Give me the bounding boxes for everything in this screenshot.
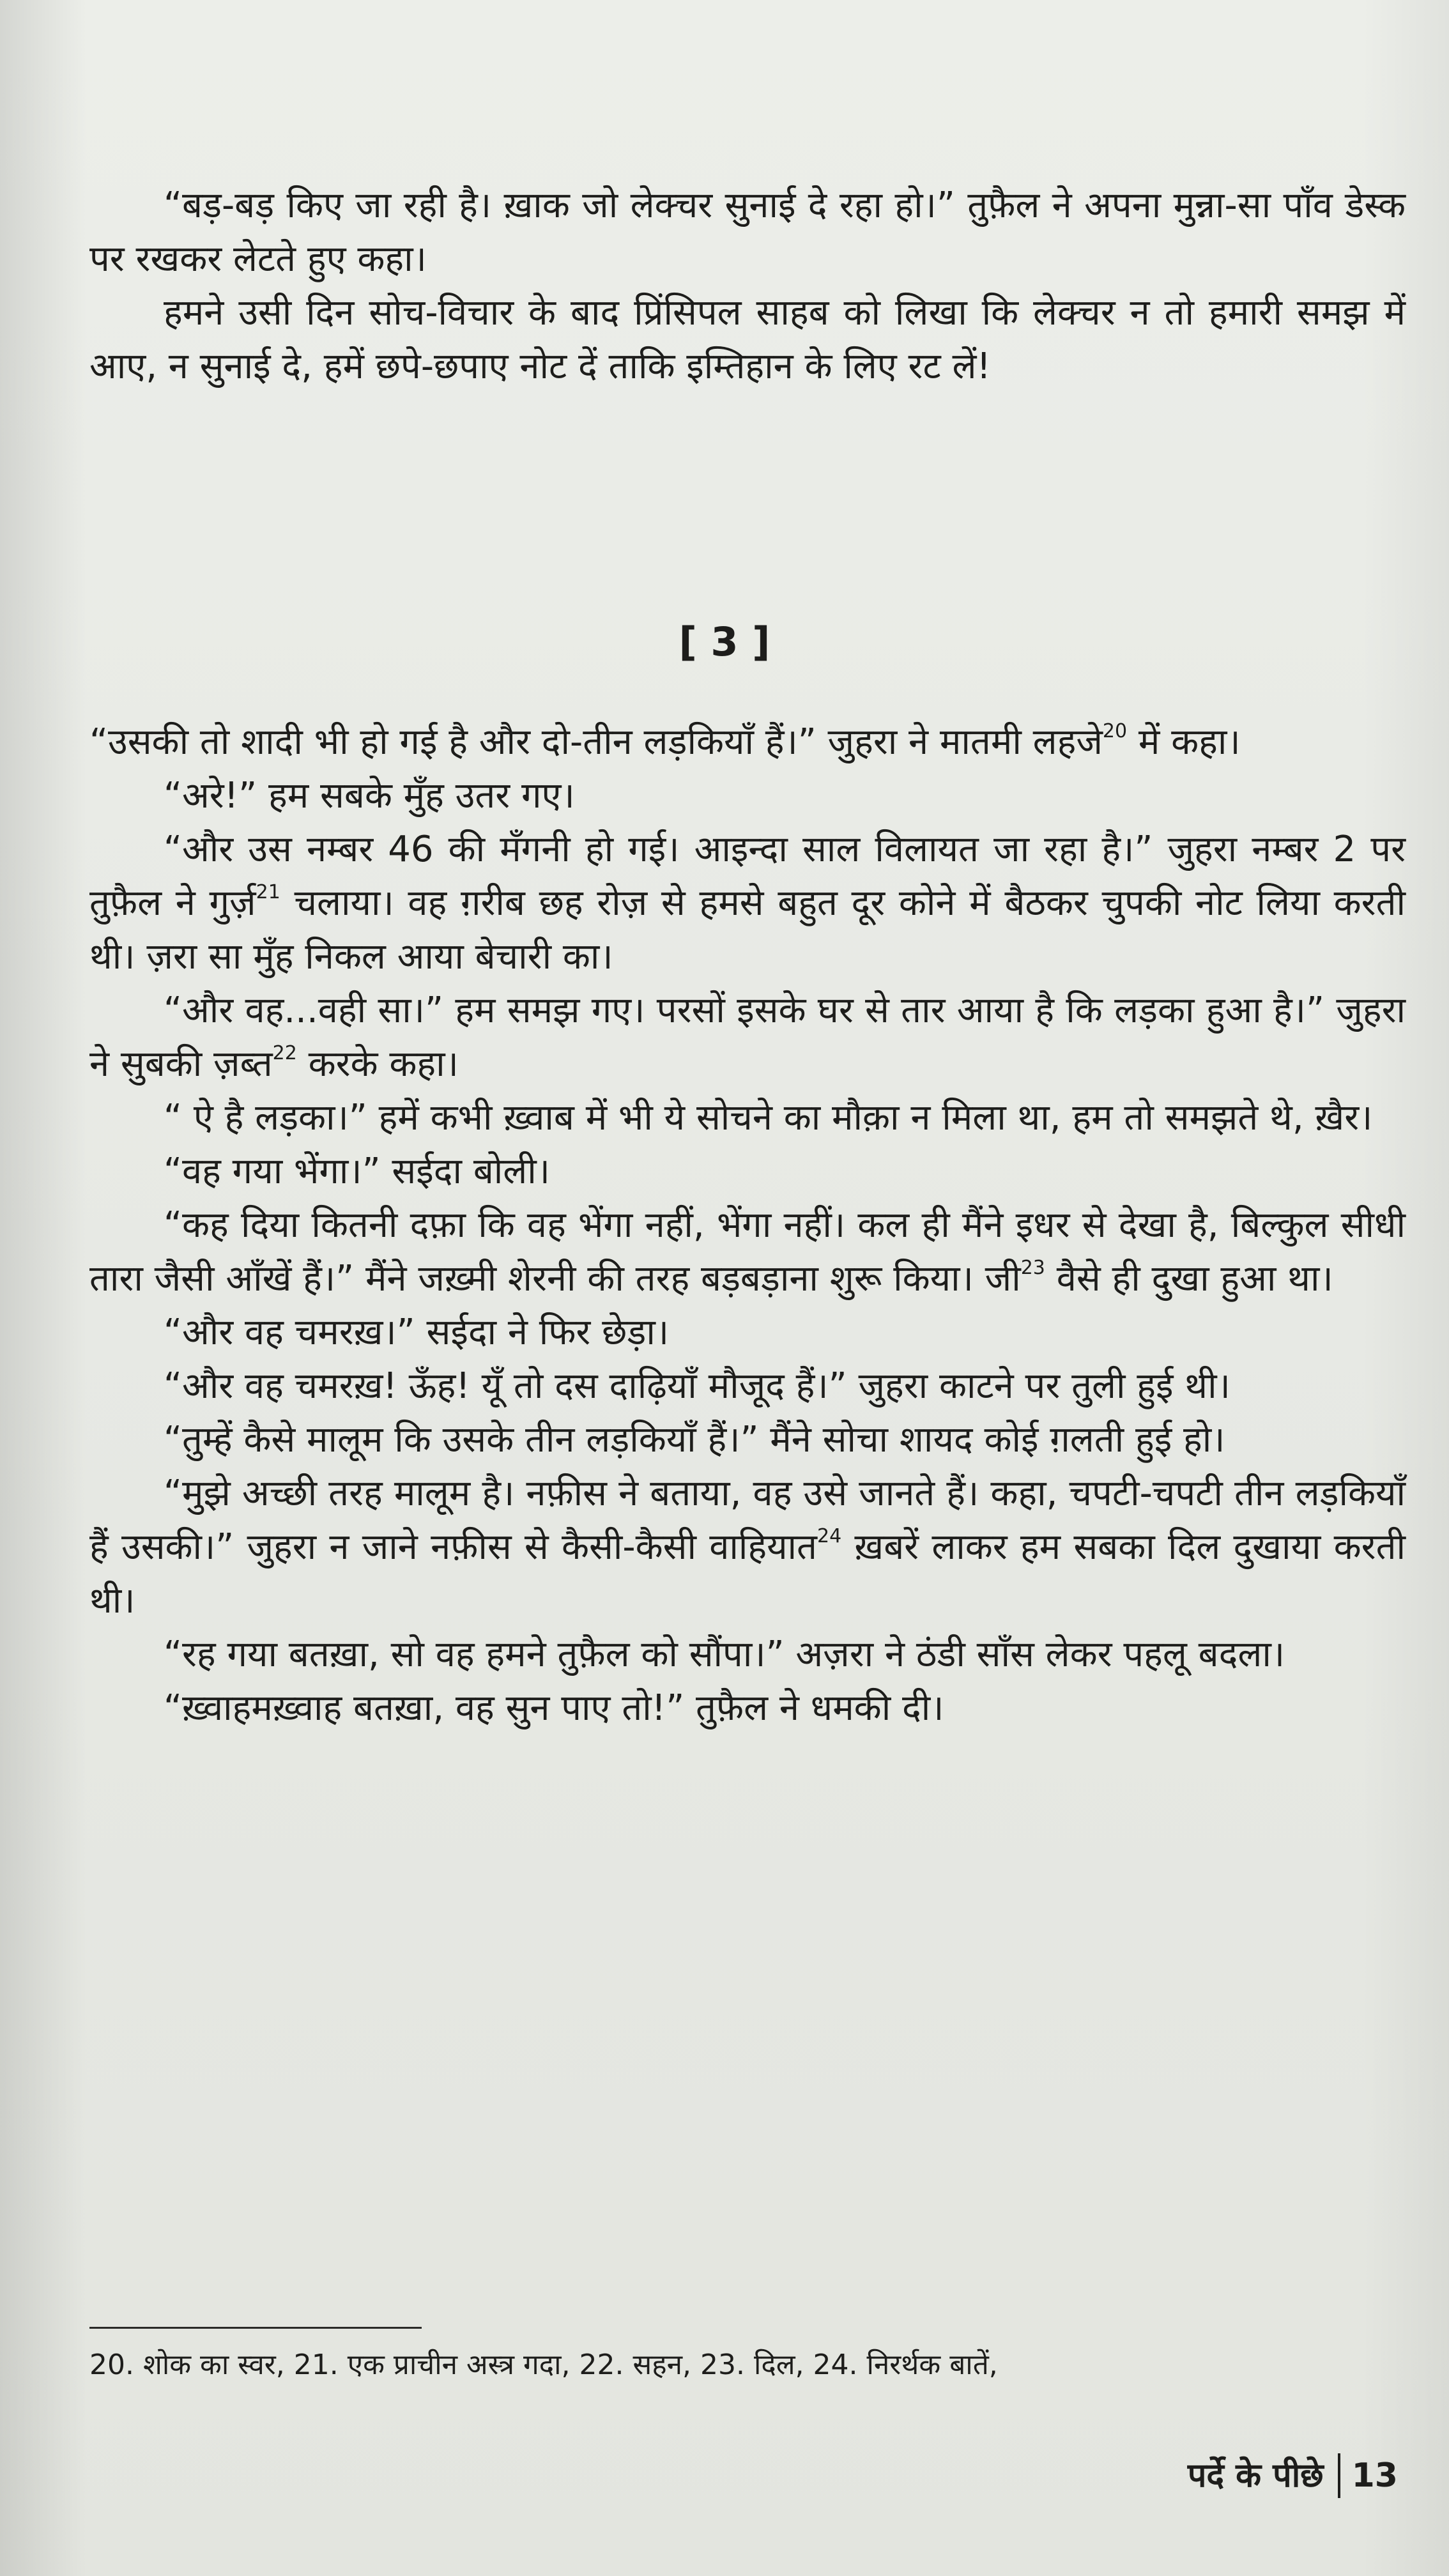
paragraph	[89, 716, 1406, 769]
paragraph	[89, 984, 1406, 1091]
footnote-marker: 21	[256, 881, 280, 903]
paragraph: “बड़-बड़ किए जा रही है। ख़ाक जो लेक्चर सुनाई दे रहा हो।” तुफ़ैल ने अपना मुन्ना-सा पाँव डेस्क पर रखकर लेटते हुए कहा।	[89, 185, 1406, 280]
paragraph	[89, 1467, 1406, 1628]
paragraph-text: “उसकी तो शादी भी हो गई है और दो-तीन लड़कियाँ हैं।” जुहरा ने मातमी लहजे	[89, 721, 1103, 763]
paragraph	[89, 1199, 1406, 1306]
running-title: पर्दे के पीछे	[1187, 2457, 1324, 2495]
page-footer	[1188, 2453, 1398, 2498]
paragraph-text: “ ऐ है लड़का।” हमें कभी ख़्वाब में भी ये सोचने का मौक़ा न मिला था, हम तो समझते थे, ख़ैर।	[164, 1097, 1373, 1138]
paragraph	[89, 1360, 1406, 1413]
paragraph	[89, 769, 1406, 823]
paragraph-text: “और उस नम्बर 46 की मँगनी हो गई। आइन्दा साल विलायत जा रहा है।” जुहरा नम्बर 2 पर तुफ़ैल ने गुर्ज़	[89, 829, 1406, 924]
footer-divider	[1338, 2453, 1340, 2498]
main-text-block	[89, 716, 1406, 1735]
paragraph-text: “वह गया भेंगा।” सईदा बोली।	[164, 1151, 551, 1192]
paragraph-text: करके कहा।	[296, 1043, 459, 1085]
paragraph: हमने उसी दिन सोच-विचार के बाद प्रिंसिपल साहब को लिखा कि लेक्चर न तो हमारी समझ में आए, न सुनाई दे, हमें छपे-छपाए नोट दें ताकि इम्तिहान के लिए रट लें!	[89, 292, 1406, 387]
paragraph-text: “ख़्वाहमख़्वाह बतख़ा, वह सुन पाए तो!” तुफ़ैल ने धमकी दी।	[164, 1687, 944, 1729]
paragraph-text: “रह गया बतख़ा, सो वह हमने तुफ़ैल को सौंपा।” अज़रा ने ठंडी साँस लेकर पहलू बदला।	[164, 1634, 1285, 1675]
paragraph-text: “तुम्हें कैसे मालूम कि उसके तीन लड़कियाँ हैं।” मैंने सोचा शायद कोई ग़लती हुई हो।	[164, 1419, 1225, 1460]
footnotes: 20. शोक का स्वर, 21. एक प्राचीन अस्त्र गदा, 22. सहन, 23. दिल, 24. निरर्थक बातें,	[89, 2349, 998, 2381]
paragraph-text: “और वह चमरख़! ऊँह! यूँ तो दस दाढ़ियाँ मौजूद हैं।” जुहरा काटने पर तुली हुई थी।	[164, 1365, 1230, 1407]
paragraph-text: “अरे!” हम सबके मुँह उतर गए।	[164, 775, 575, 816]
paragraph-text: “और वह चमरख़।” सईदा ने फिर छेड़ा।	[164, 1312, 670, 1353]
paragraph-text: “कह दिया कितनी दफ़ा कि वह भेंगा नहीं, भेंगा नहीं। कल ही मैंने इधर से देखा है, बिल्कुल सीधी तारा जैसी आँखें हैं।” मैंने जख़्मी शेरनी की तरह बड़बड़ाना शुरू किया। जी	[89, 1204, 1406, 1300]
footnote-marker: 23	[1020, 1257, 1045, 1279]
paragraph-text: “और वह...वही सा।” हम समझ गए। परसों इसके घर से तार आया है कि लड़का हुआ है।” जुहरा ने सुबकी ज़ब्त	[89, 990, 1406, 1085]
footnote-marker: 22	[272, 1042, 297, 1064]
paragraph	[89, 1091, 1406, 1145]
page-number: 13	[1351, 2457, 1398, 2495]
section-number: [ 3 ]	[678, 618, 770, 665]
paragraph-text: “मुझे अच्छी तरह मालूम है। नफ़ीस ने बताया, वह उसे जानते हैं। कहा, चपटी-चपटी तीन लड़कियाँ हैं उसकी।” जुहरा न जाने नफ़ीस से कैसी-कैसी वाहियात	[89, 1473, 1406, 1568]
top-text-block	[89, 179, 1406, 394]
paragraph-text: ख़बरें लाकर हम सबका दिल दुखाया करती थी।	[89, 1526, 1406, 1621]
paragraph	[89, 823, 1406, 984]
paragraph-text: चलाया। वह ग़रीब छह रोज़ से हमसे बहुत दूर कोने में बैठकर चुपकी नोट लिया करती थी। ज़रा सा मुँह निकल आया बेचारी का।	[89, 882, 1406, 977]
paragraph	[89, 1306, 1406, 1360]
footnote-marker: 20	[1102, 720, 1128, 742]
paragraph	[89, 1682, 1406, 1735]
footnote-rule	[89, 2327, 422, 2329]
paragraph	[89, 1413, 1406, 1467]
paragraph	[89, 1628, 1406, 1682]
paragraph	[89, 1145, 1406, 1199]
paragraph-text: वैसे ही दुखा हुआ था।	[1045, 1258, 1333, 1300]
paragraph-text: में कहा।	[1127, 721, 1241, 763]
footnote-marker: 24	[816, 1525, 842, 1547]
